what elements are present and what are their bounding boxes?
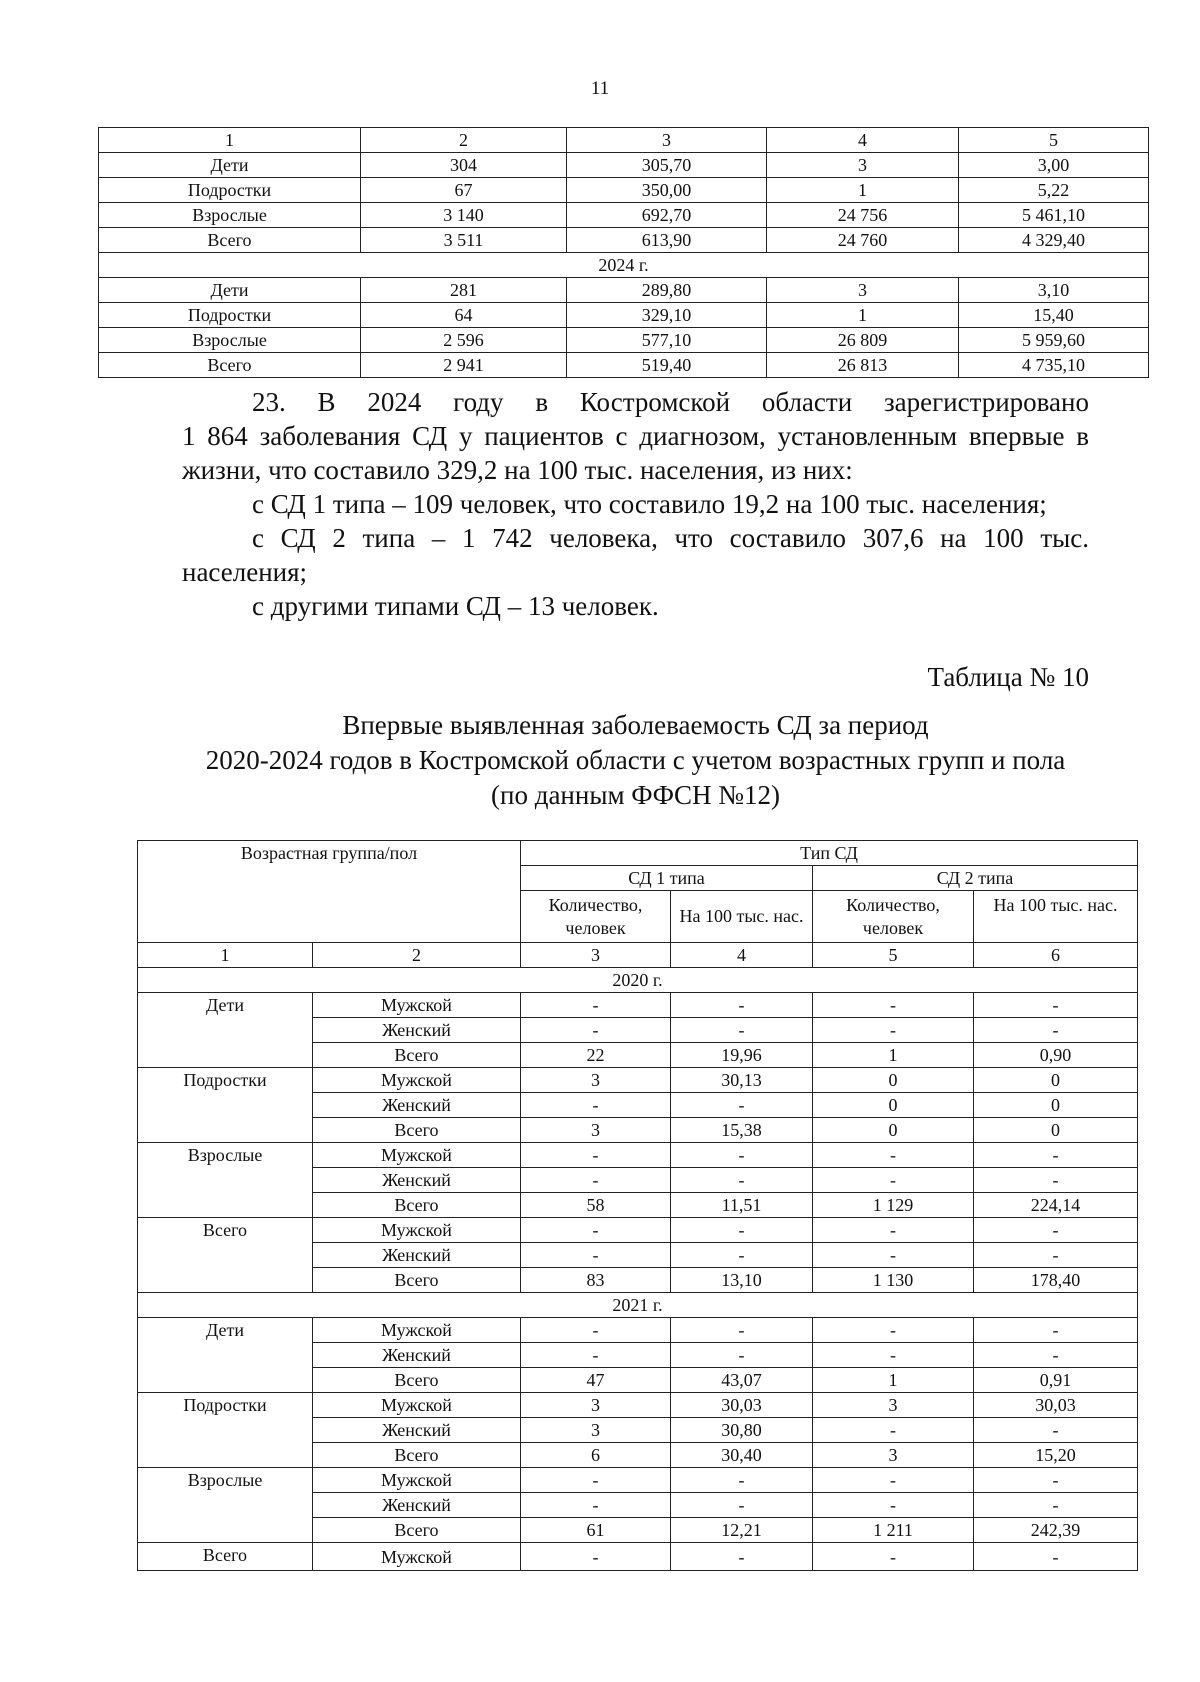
table-cell: - [974,1343,1138,1368]
table-cell: 43,07 [671,1368,813,1393]
table-cell: - [671,1143,813,1168]
column-number: 3 [567,128,767,153]
table-title-line: Впервые выявленная заболеваемость СД за период [342,710,929,740]
table-cell: 329,10 [567,303,767,328]
table-title [182,708,1089,813]
sex-cell: Мужской [313,1543,521,1571]
table-cell: 58 [521,1193,671,1218]
table-cell: - [671,1018,813,1043]
paragraph-line: населения; [182,557,308,587]
sex-cell: Женский [313,1018,521,1043]
table-row [138,1393,1138,1418]
table-cell: - [813,1243,974,1268]
table-cell: 577,10 [567,328,767,353]
table-row [99,203,1149,228]
age-group-cell: Взрослые [138,1143,313,1218]
table-cell: - [671,1318,813,1343]
header-count-type-1: Количество, человек [521,891,671,943]
table-cell: 30,13 [671,1068,813,1093]
table-cell: 1 129 [813,1193,974,1218]
column-numbers-row [138,943,1138,968]
table-cell: 83 [521,1268,671,1293]
table-cell: - [974,1018,1138,1043]
age-group-cell: Подростки [138,1393,313,1468]
sex-cell: Всего [313,1518,521,1543]
table-title-line: 2020-2024 годов в Костромской области с учетом возрастных групп и пола [205,745,1066,775]
table-cell: 304 [361,153,567,178]
age-group-cell: Дети [138,993,313,1068]
sex-cell: Мужской [313,1318,521,1343]
table-cell: - [521,1218,671,1243]
table-row [99,228,1149,253]
table-cell: - [813,1468,974,1493]
table-cell: 15,20 [974,1443,1138,1468]
table-cell: - [521,1093,671,1118]
table-cell: - [974,993,1138,1018]
table-cell: - [813,1218,974,1243]
table-cell: 2 596 [361,328,567,353]
table-cell: 4 329,40 [959,228,1149,253]
table-cell: 3 511 [361,228,567,253]
table-cell: - [671,1493,813,1518]
table-cell: - [521,1243,671,1268]
year-row [99,253,1149,278]
year-label: 2024 г. [99,253,1149,278]
table-cell: 24 760 [767,228,959,253]
table-cell: 613,90 [567,228,767,253]
table-row [99,178,1149,203]
table-cell: 0 [813,1118,974,1143]
table-cell: 289,80 [567,278,767,303]
paragraph-line: с другими типами СД – 13 человек. [252,591,659,621]
table-cell: - [521,1468,671,1493]
table-cell: - [813,1493,974,1518]
year-row [138,968,1138,993]
table-cell: 519,40 [567,353,767,378]
sex-cell: Мужской [313,1218,521,1243]
table-row [99,328,1149,353]
table-cell: 15,40 [959,303,1149,328]
table-cell: - [813,1343,974,1368]
sex-cell: Мужской [313,993,521,1018]
table-cell: - [671,993,813,1018]
table-cell: 30,40 [671,1443,813,1468]
table-cell: 692,70 [567,203,767,228]
age-group-cell: Дети [138,1318,313,1393]
table-cell: 3 [521,1118,671,1143]
table-cell: 0,90 [974,1043,1138,1068]
table-cell: - [671,1343,813,1368]
table-cell: 0 [974,1068,1138,1093]
table-cell: 3 [521,1393,671,1418]
table-10 [137,840,1138,1571]
header-per100-type-1: На 100 тыс. нас. [671,891,813,943]
table-cell: 281 [361,278,567,303]
paragraph-line: 23. В 2024 году в Костромской области зарегистрировано [252,387,1089,417]
table-cell: 61 [521,1518,671,1543]
column-number: 1 [99,128,361,153]
table-cell: 178,40 [974,1268,1138,1293]
paragraph-line: жизни, что составило 329,2 на 100 тыс. населения, из них: [182,455,853,485]
table-row [99,278,1149,303]
table-cell: 0 [813,1093,974,1118]
table-cell: 3 [813,1443,974,1468]
column-number: 5 [959,128,1149,153]
sex-cell: Женский [313,1418,521,1443]
table-cell: 3,10 [959,278,1149,303]
table-cell: - [521,1018,671,1043]
table-cell: 13,10 [671,1268,813,1293]
table-cell: 3 [767,153,959,178]
table-row [138,1068,1138,1093]
table-cell: 0 [974,1118,1138,1143]
table-cell: 19,96 [671,1043,813,1068]
table-label: Таблица № 10 [927,662,1089,692]
table-cell: 1 [767,303,959,328]
table-cell: 2 941 [361,353,567,378]
table-cell: 64 [361,303,567,328]
table-cell: 0,91 [974,1368,1138,1393]
table-row [138,1318,1138,1343]
table-cell: 0 [974,1093,1138,1118]
table-cell: 3 [813,1393,974,1418]
sex-cell: Женский [313,1493,521,1518]
table-cell: 1 211 [813,1518,974,1543]
sex-cell: Всего [313,1118,521,1143]
sex-cell: Женский [313,1243,521,1268]
table-cell: 3,00 [959,153,1149,178]
table-cell: - [813,1318,974,1343]
table-row [99,353,1149,378]
table-cell: - [671,1468,813,1493]
table-cell: 67 [361,178,567,203]
table-cell: 5,22 [959,178,1149,203]
table-cell: 24 756 [767,203,959,228]
table-cell: - [521,1343,671,1368]
sex-cell: Женский [313,1168,521,1193]
table-cell: 30,03 [974,1393,1138,1418]
table-cell: 22 [521,1043,671,1068]
table-cell: - [521,1318,671,1343]
table-cell: 15,38 [671,1118,813,1143]
table-cell: - [813,1168,974,1193]
header-diabetes-type: Тип СД [521,841,1138,866]
column-number: 4 [671,943,813,968]
year-label: 2020 г. [138,968,1138,993]
table-title-line: (по данным ФФСН №12) [491,780,780,810]
table-cell: 26 813 [767,353,959,378]
table-cell: - [671,1243,813,1268]
table-cell: 12,21 [671,1518,813,1543]
table-cell: - [521,1493,671,1518]
continuation-table [98,127,1149,378]
table-cell: Подростки [99,303,361,328]
sex-cell: Женский [313,1343,521,1368]
table-cell: 6 [521,1443,671,1468]
table-row [138,993,1138,1018]
column-number: 2 [313,943,521,968]
column-number: 3 [521,943,671,968]
table-cell: 1 [813,1043,974,1068]
table-cell: 47 [521,1368,671,1393]
table-cell: Дети [99,153,361,178]
table-cell: 4 735,10 [959,353,1149,378]
header-per100-type-2: На 100 тыс. нас. [974,891,1138,943]
table-cell: 242,39 [974,1518,1138,1543]
sex-cell: Мужской [313,1143,521,1168]
header-count-type-2: Количество, человек [813,891,974,943]
sex-cell: Всего [313,1193,521,1218]
age-group-cell: Взрослые [138,1468,313,1543]
column-number: 1 [138,943,313,968]
age-group-cell: Всего [138,1543,313,1571]
table-cell: 3 [767,278,959,303]
table-cell: 224,14 [974,1193,1138,1218]
table-cell: - [974,1168,1138,1193]
table-header-row [99,128,1149,153]
table-cell: - [813,1543,974,1571]
table-cell: 305,70 [567,153,767,178]
sex-cell: Мужской [313,1068,521,1093]
sex-cell: Мужской [313,1468,521,1493]
table-cell: - [671,1168,813,1193]
table-cell: - [974,1468,1138,1493]
header-age-group: Возрастная группа/пол [138,841,521,943]
age-group-cell: Всего [138,1218,313,1293]
table-cell: - [671,1218,813,1243]
header-type-2: СД 2 типа [813,866,1138,891]
table-cell: 30,03 [671,1393,813,1418]
age-group-cell: Подростки [138,1068,313,1143]
year-row [138,1293,1138,1318]
table-cell: - [974,1543,1138,1571]
table-cell: 1 130 [813,1268,974,1293]
column-number: 5 [813,943,974,968]
table-row [138,1543,1138,1571]
sex-cell: Всего [313,1368,521,1393]
paragraph-line: с СД 2 типа – 1 742 человека, что составило 307,6 на 100 тыс. [252,523,1089,553]
table-cell: - [813,1018,974,1043]
table-cell: Взрослые [99,203,361,228]
table-cell: - [974,1218,1138,1243]
table-cell: Дети [99,278,361,303]
table-cell: Всего [99,228,361,253]
column-number: 2 [361,128,567,153]
table-cell: - [813,993,974,1018]
table-cell: 11,51 [671,1193,813,1218]
table-cell: - [974,1143,1138,1168]
table-row [138,1218,1138,1243]
table-cell: - [521,1168,671,1193]
year-label: 2021 г. [138,1293,1138,1318]
table-row [138,1468,1138,1493]
sex-cell: Всего [313,1043,521,1068]
table-cell: - [974,1418,1138,1443]
table-cell: 3 [521,1068,671,1093]
table-cell: Подростки [99,178,361,203]
sex-cell: Всего [313,1268,521,1293]
table-cell: 5 959,60 [959,328,1149,353]
table-row [99,303,1149,328]
table-cell: - [521,1543,671,1571]
paragraph-line: 1 864 заболевания СД у пациентов с диагнозом, установленным впервые в [182,421,1089,451]
column-number: 4 [767,128,959,153]
table-cell: 26 809 [767,328,959,353]
table-cell: 0 [813,1068,974,1093]
table-cell: Всего [99,353,361,378]
table-cell: - [813,1418,974,1443]
table-cell: - [813,1143,974,1168]
table-row [138,1143,1138,1168]
table-cell: 3 [521,1418,671,1443]
page-number: 11 [590,78,610,99]
sex-cell: Женский [313,1093,521,1118]
table-cell: 5 461,10 [959,203,1149,228]
table-cell: - [974,1318,1138,1343]
table-cell: 350,00 [567,178,767,203]
table-cell: 1 [767,178,959,203]
table-cell: - [974,1243,1138,1268]
table-cell: 1 [813,1368,974,1393]
table-cell: - [521,993,671,1018]
table-cell: - [521,1143,671,1168]
table-cell: 30,80 [671,1418,813,1443]
sex-cell: Всего [313,1443,521,1468]
table-cell: - [671,1093,813,1118]
sex-cell: Мужской [313,1393,521,1418]
table-cell: 3 140 [361,203,567,228]
table-cell: Взрослые [99,328,361,353]
header-type-1: СД 1 типа [521,866,813,891]
column-number: 6 [974,943,1138,968]
table-row [99,153,1149,178]
paragraph-23 [182,385,1089,623]
table-cell: - [671,1543,813,1571]
table-cell: - [974,1493,1138,1518]
paragraph-line: с СД 1 типа – 109 человек, что составило 19,2 на 100 тыс. населения; [252,489,1047,519]
